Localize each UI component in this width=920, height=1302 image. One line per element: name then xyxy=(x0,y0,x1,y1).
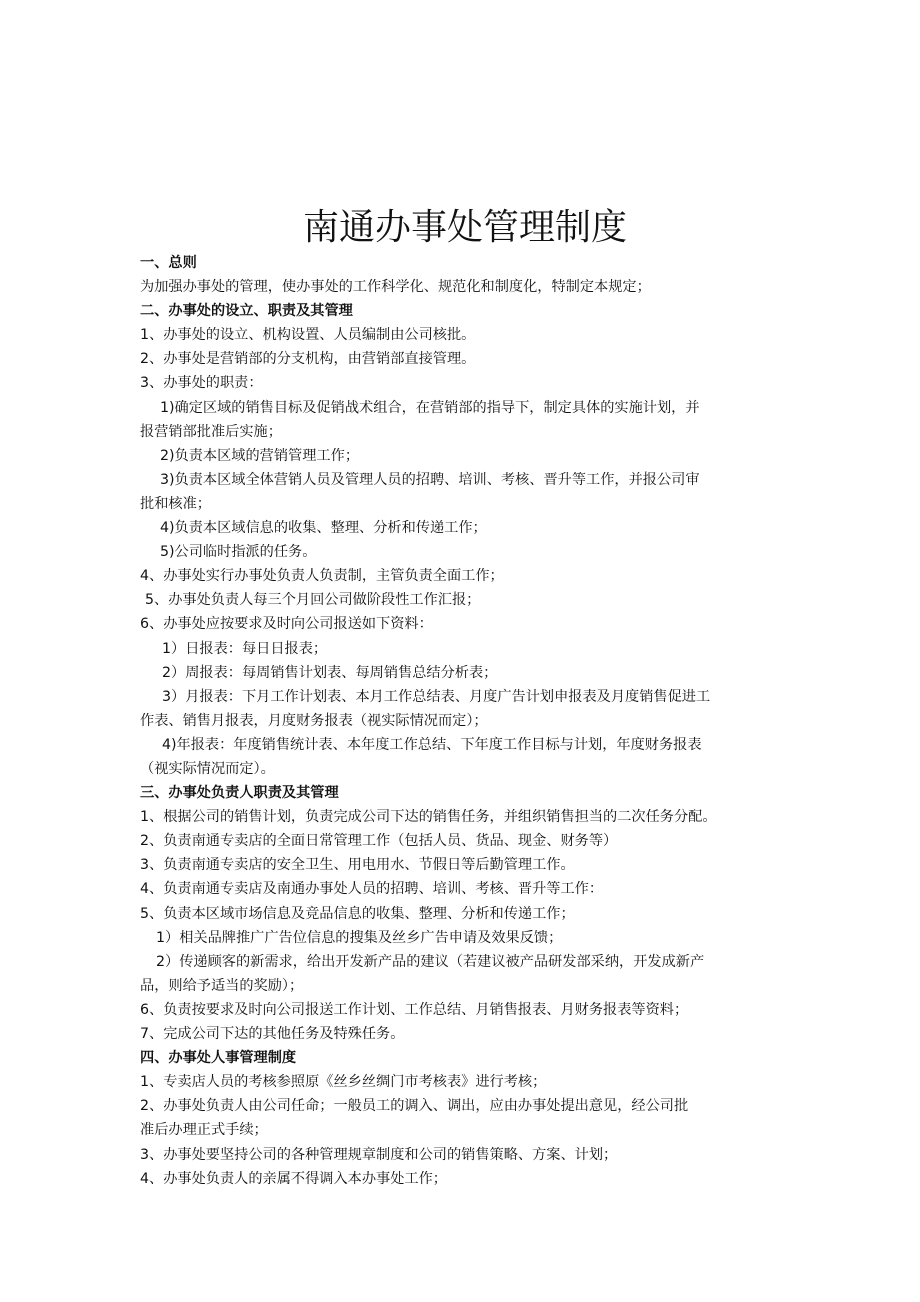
sub-item: 4)年报表：年度销售统计表、本年度工作总结、下年度工作目标与计划，年度财务报表 xyxy=(162,737,702,753)
list-item: 4、办事处负责人的亲属不得调入本办事处工作； xyxy=(140,1171,447,1187)
list-item: 5、办事处负责人每三个月回公司做阶段性工作汇报； xyxy=(145,592,481,608)
list-item: 4、办事处实行办事处负责人负责制，主管负责全面工作； xyxy=(140,568,504,584)
list-item: 5、负责本区域市场信息及竞品信息的收集、整理、分析和传递工作； xyxy=(140,906,575,922)
list-item: 6、负责按要求及时向公司报送工作计划、工作总结、月销售报表、月财务报表等资料； xyxy=(140,1002,689,1018)
list-item: 3、办事处要坚持公司的各种管理规章制度和公司的销售策略、方案、计划； xyxy=(140,1147,618,1163)
sub-item: 3）月报表：下月工作计划表、本月工作总结表、月度广告计划申报表及月度销售促进工 xyxy=(162,689,711,705)
list-item-continuation: 准后办理正式手续； xyxy=(140,1122,268,1138)
sub-item: 3)负责本区域全体营销人员及管理人员的招聘、培训、考核、晋升等工作，并报公司审 xyxy=(160,472,700,488)
sub-item: 1)确定区域的销售目标及促销战术组合，在营销部的指导下，制定具体的实施计划，并 xyxy=(160,400,700,416)
list-item: 2、办事处负责人由公司任命；一般员工的调入、调出，应由办事处提出意见，经公司批 xyxy=(140,1098,689,1114)
document-title: 南通办事处管理制度 xyxy=(302,207,627,248)
paragraph: 为加强办事处的管理，使办事处的工作科学化、规范化和制度化，特制定本规定； xyxy=(140,279,651,295)
section-heading-2: 二、办事处的设立、职责及其管理 xyxy=(140,303,353,319)
sub-item-continuation: 批和核准； xyxy=(140,496,211,512)
list-item: 3、负责南通专卖店的安全卫生、用电用水、节假日等后勤管理工作。 xyxy=(140,857,575,873)
list-item: 2、办事处是营销部的分支机构，由营销部直接管理。 xyxy=(140,351,476,367)
list-item: 2、负责南通专卖店的全面日常管理工作（包括人员、货品、现金、财务等） xyxy=(140,833,618,849)
list-item: 1、根据公司的销售计划，负责完成公司下达的销售任务，并组织销售担当的二次任务分配。 xyxy=(140,809,717,825)
sub-item: 2）周报表：每周销售计划表、每周销售总结分析表； xyxy=(162,665,498,681)
sub-item: 1）相关品牌推广广告位信息的搜集及丝乡广告申请及效果反馈； xyxy=(156,930,563,946)
sub-item: 1）日报表：每日日报表； xyxy=(162,641,328,657)
list-item: 1、办事处的设立、机构设置、人员编制由公司核批。 xyxy=(140,327,476,343)
sub-item: 5)公司临时指派的任务。 xyxy=(160,544,317,560)
sub-item: 2）传递顾客的新需求，给出开发新产品的建议（若建议被产品研发部采纳，开发成新产 xyxy=(156,954,705,970)
list-item: 3、办事处的职责： xyxy=(140,375,263,391)
sub-item-continuation: 报营销部批准后实施； xyxy=(140,424,282,440)
section-heading-1: 一、总则 xyxy=(140,255,197,271)
sub-item-continuation: （视实际情况而定）。 xyxy=(140,761,275,777)
section-heading-4: 四、办事处人事管理制度 xyxy=(140,1050,297,1066)
list-item: 6、办事处应按要求及时向公司报送如下资料： xyxy=(140,616,433,632)
list-item: 7、完成公司下达的其他任务及特殊任务。 xyxy=(140,1026,405,1042)
list-item: 4、负责南通专卖店及南通办事处人员的招聘、培训、考核、晋升等工作： xyxy=(140,881,604,897)
sub-item: 2)负责本区域的营销管理工作； xyxy=(160,448,360,464)
sub-item-continuation: 品，则给予适当的奖励）； xyxy=(140,978,304,994)
sub-item-continuation: 作表、销售月报表，月度财务报表（视实际情况而定）； xyxy=(140,713,488,729)
sub-item: 4)负责本区域信息的收集、整理、分析和传递工作； xyxy=(160,520,487,536)
section-heading-3: 三、办事处负责人职责及其管理 xyxy=(140,785,339,801)
list-item: 1、专卖店人员的考核参照原《丝乡丝绸门市考核表》进行考核； xyxy=(140,1074,547,1090)
